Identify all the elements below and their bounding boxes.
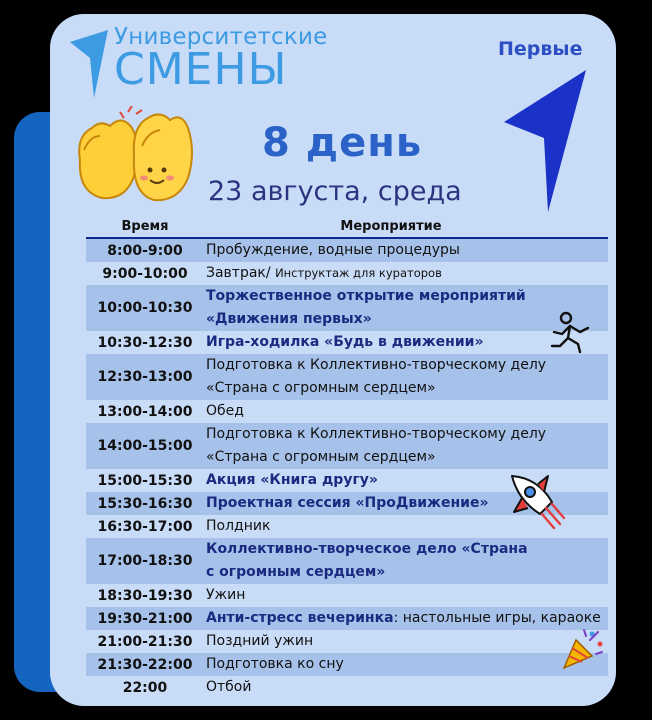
row-event: Акция «Книга другу»	[206, 472, 378, 488]
row-time: 15:00-15:30	[97, 472, 193, 489]
row-time: 12:30-13:00	[97, 369, 193, 385]
row-event: Обед	[206, 403, 244, 419]
row-time: 10:00-10:30	[97, 300, 193, 316]
row-event-line1: Подготовка к Коллективно-творческому делу	[206, 426, 547, 442]
row-event: Пробуждение, водные процедуры	[206, 242, 460, 258]
table-row	[86, 653, 608, 676]
table-row	[86, 354, 608, 400]
row-time: 10:30-12:30	[97, 334, 193, 351]
running-person-icon	[550, 310, 594, 354]
row-event-line2: «Страна с огромным сердцем»	[206, 449, 436, 465]
table-row	[86, 400, 608, 423]
day-date: 23 августа, среда	[208, 176, 462, 207]
day-title: 8 день	[262, 120, 423, 166]
row-event: Поздний ужин	[206, 633, 314, 649]
row-event-line2: «Страна с огромным сердцем»	[206, 380, 436, 396]
brand-label: Первые	[498, 38, 583, 60]
row-time: 21:00-21:30	[97, 633, 193, 650]
rocket-icon	[508, 472, 568, 532]
row-event	[204, 285, 608, 331]
row-event-line2: «Движения первых»	[206, 311, 372, 327]
row-event	[204, 538, 608, 584]
row-event-note: Инструктаж для кураторов	[275, 266, 442, 280]
row-event: Подготовка ко сну	[206, 656, 344, 672]
row-time: 9:00-10:00	[102, 265, 188, 282]
row-time: 14:00-15:00	[97, 438, 193, 454]
table-row	[86, 676, 608, 699]
row-event-rest: : настольные игры, караоке	[393, 610, 601, 626]
row-event: Игра-ходилка «Будь в движении»	[206, 334, 484, 350]
row-event: Отбой	[206, 679, 252, 695]
row-time: 17:00-18:30	[97, 553, 193, 569]
row-time: 18:30-19:30	[97, 587, 193, 604]
row-event	[204, 262, 608, 285]
table-row	[86, 607, 608, 630]
row-event: Проектная сессия «ПроДвижение»	[206, 495, 489, 511]
logo-arrow-icon	[64, 28, 112, 100]
clapping-hands-icon	[70, 106, 200, 206]
row-time: 8:00-9:00	[107, 242, 183, 259]
row-event	[204, 607, 608, 630]
row-event-line1: Коллективно-творческое дело «Страна	[206, 541, 528, 557]
table-row	[86, 239, 608, 262]
table-row	[86, 423, 608, 469]
schedule-card	[50, 14, 616, 706]
logo-big-text: СМЕНЫ	[114, 44, 288, 95]
row-event-main: Завтрак/	[206, 265, 276, 281]
brand-arrow-icon	[500, 66, 590, 216]
row-time: 22:00	[122, 679, 168, 696]
table-row	[86, 630, 608, 653]
row-event	[204, 423, 608, 469]
schedule-table	[86, 219, 608, 699]
table-row	[86, 331, 608, 354]
row-event-line1: Торжественное открытие мероприятий	[206, 288, 526, 304]
row-event-line2: с огромным сердцем»	[206, 564, 386, 580]
header-event: Мероприятие	[340, 219, 442, 234]
row-time: 16:30-17:00	[97, 518, 193, 535]
row-time: 21:30-22:00	[97, 656, 193, 673]
table-row	[86, 538, 608, 584]
header-time: Время	[121, 219, 169, 234]
row-event: Ужин	[206, 587, 246, 603]
row-event	[204, 354, 608, 400]
row-event-main: Анти-стресс вечеринка	[206, 610, 394, 626]
row-time: 13:00-14:00	[97, 403, 193, 420]
table-row	[86, 285, 608, 331]
row-event-line1: Подготовка к Коллективно-творческому делу	[206, 357, 547, 373]
party-popper-icon	[560, 626, 606, 672]
table-header	[86, 219, 608, 239]
logo-top-text: Университетские	[114, 24, 328, 50]
table-row	[86, 584, 608, 607]
row-event: Полдник	[206, 518, 271, 534]
row-time: 19:30-21:00	[97, 610, 193, 627]
row-time: 15:30-16:30	[97, 495, 193, 512]
table-row	[86, 262, 608, 285]
